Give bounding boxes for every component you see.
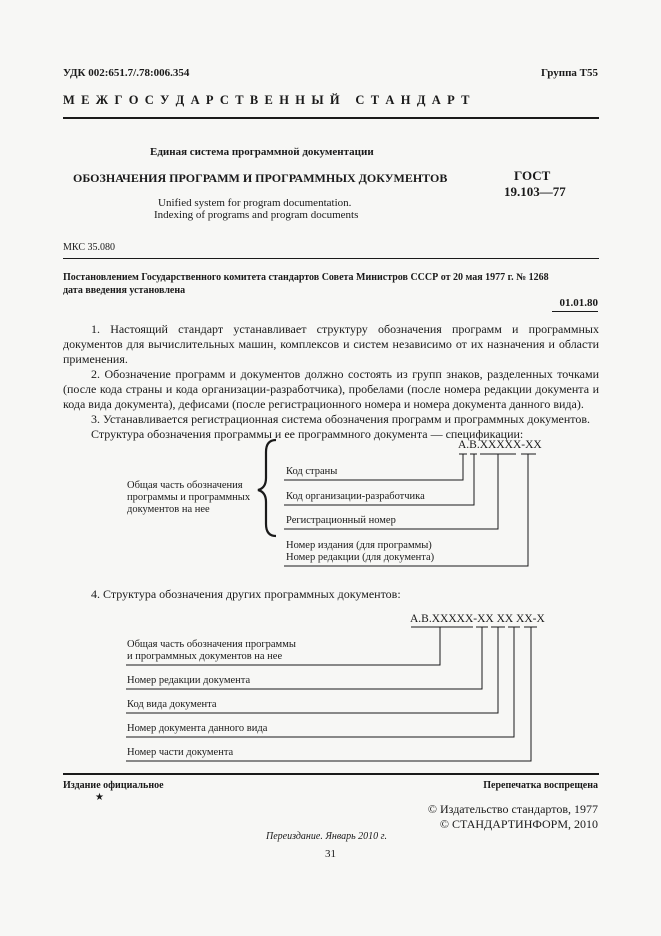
revision-document-label: Номер редакции документа — [127, 675, 251, 686]
reprint-prohibited: Перепечатка воспрещена — [483, 780, 598, 791]
effective-date-label: дата введения установлена — [63, 285, 186, 296]
structure-intro: Структура обозначения программы и ее программного документа — спецификации: — [91, 427, 524, 441]
effective-date: 01.01.80 — [559, 297, 598, 309]
registration-number-label: Регистрационный номер — [286, 515, 396, 526]
developer-code-label: Код организации-разработчика — [286, 491, 425, 502]
official-edition: Издание официальное — [63, 780, 164, 791]
paragraph-3: 3. Устанавливается регистрационная система обозначения программ и программных документов. — [91, 412, 591, 426]
reissue-note: Переиздание. Январь 2010 г. — [266, 831, 387, 842]
paragraph-1: 1. Настоящий стандарт устанавливает структуру обозначения программ и программных документов для вычислительных машин, комплексов и систем независимо от их назначения и области применения. — [63, 322, 599, 366]
udk-code: УДК 002:651.7/.78:006.354 — [63, 67, 190, 79]
diagram1-group-line1: Общая часть обозначения — [127, 480, 243, 491]
copyright-2010: © СТАНДАРТИНФОРМ, 2010 — [439, 817, 598, 831]
paragraph-4: 4. Структура обозначения других программных документов: — [91, 587, 401, 601]
copyright-1977: © Издательство стандартов, 1977 — [427, 802, 598, 816]
diagram1-code: А.В.ХХХХХ-ХХ — [458, 439, 542, 451]
gost-number: 19.103—77 — [504, 184, 566, 199]
interstate-standard-heading: М Е Ж Г О С У Д А Р С Т В Е Н Н Ы Й С Т А Н Д А Р Т — [63, 93, 472, 107]
gost-label: ГОСТ — [514, 168, 551, 183]
group-code: Группа Т55 — [540, 67, 598, 79]
revision-number-label: Номер редакции (для документа) — [286, 552, 435, 563]
document-type-code-label: Код вида документа — [127, 699, 217, 710]
document-number-label: Номер документа данного вида — [127, 723, 268, 734]
document-part-label: Номер части документа — [127, 747, 234, 758]
star-icon: ★ — [95, 792, 104, 803]
paragraph-2: 2. Обозначение программ и документов должно состоять из групп знаков, разделенных точками (после кода страны и кода организации-разработчика), пробелами (после номера редакции документа и кода вида документа), дефисами (после регистрационного номера и номера документа данного вида). — [63, 367, 599, 411]
diagram1-group-line3: документов на нее — [127, 504, 210, 515]
english-title-line2: Indexing of programs and program documents — [154, 209, 359, 221]
mks-code: МКС 35.080 — [63, 242, 115, 253]
diagram2-code: А.В.ХХХХХ-ХХ ХХ ХХ-Х — [410, 613, 545, 625]
footer-rule — [63, 773, 599, 775]
english-title-line1: Unified system for program documentation. — [158, 197, 352, 209]
system-title: Единая система программной документации — [150, 146, 374, 158]
country-code-label: Код страны — [286, 466, 338, 477]
page-number: 31 — [325, 848, 336, 860]
diagram2-group-line1: Общая часть обозначения программы — [127, 639, 296, 650]
diagram2-group-line2: и программных документов на нее — [127, 651, 283, 662]
standard-title: ОБОЗНАЧЕНИЯ ПРОГРАММ И ПРОГРАММНЫХ ДОКУМЕНТОВ — [73, 171, 448, 185]
edition-number-label: Номер издания (для программы) — [286, 540, 432, 551]
decree-line: Постановлением Государственного комитета стандартов Совета Министров СССР от 20 мая 1977 г. № 1268 — [63, 272, 549, 283]
diagram1-group-line2: программы и программных — [127, 492, 251, 503]
